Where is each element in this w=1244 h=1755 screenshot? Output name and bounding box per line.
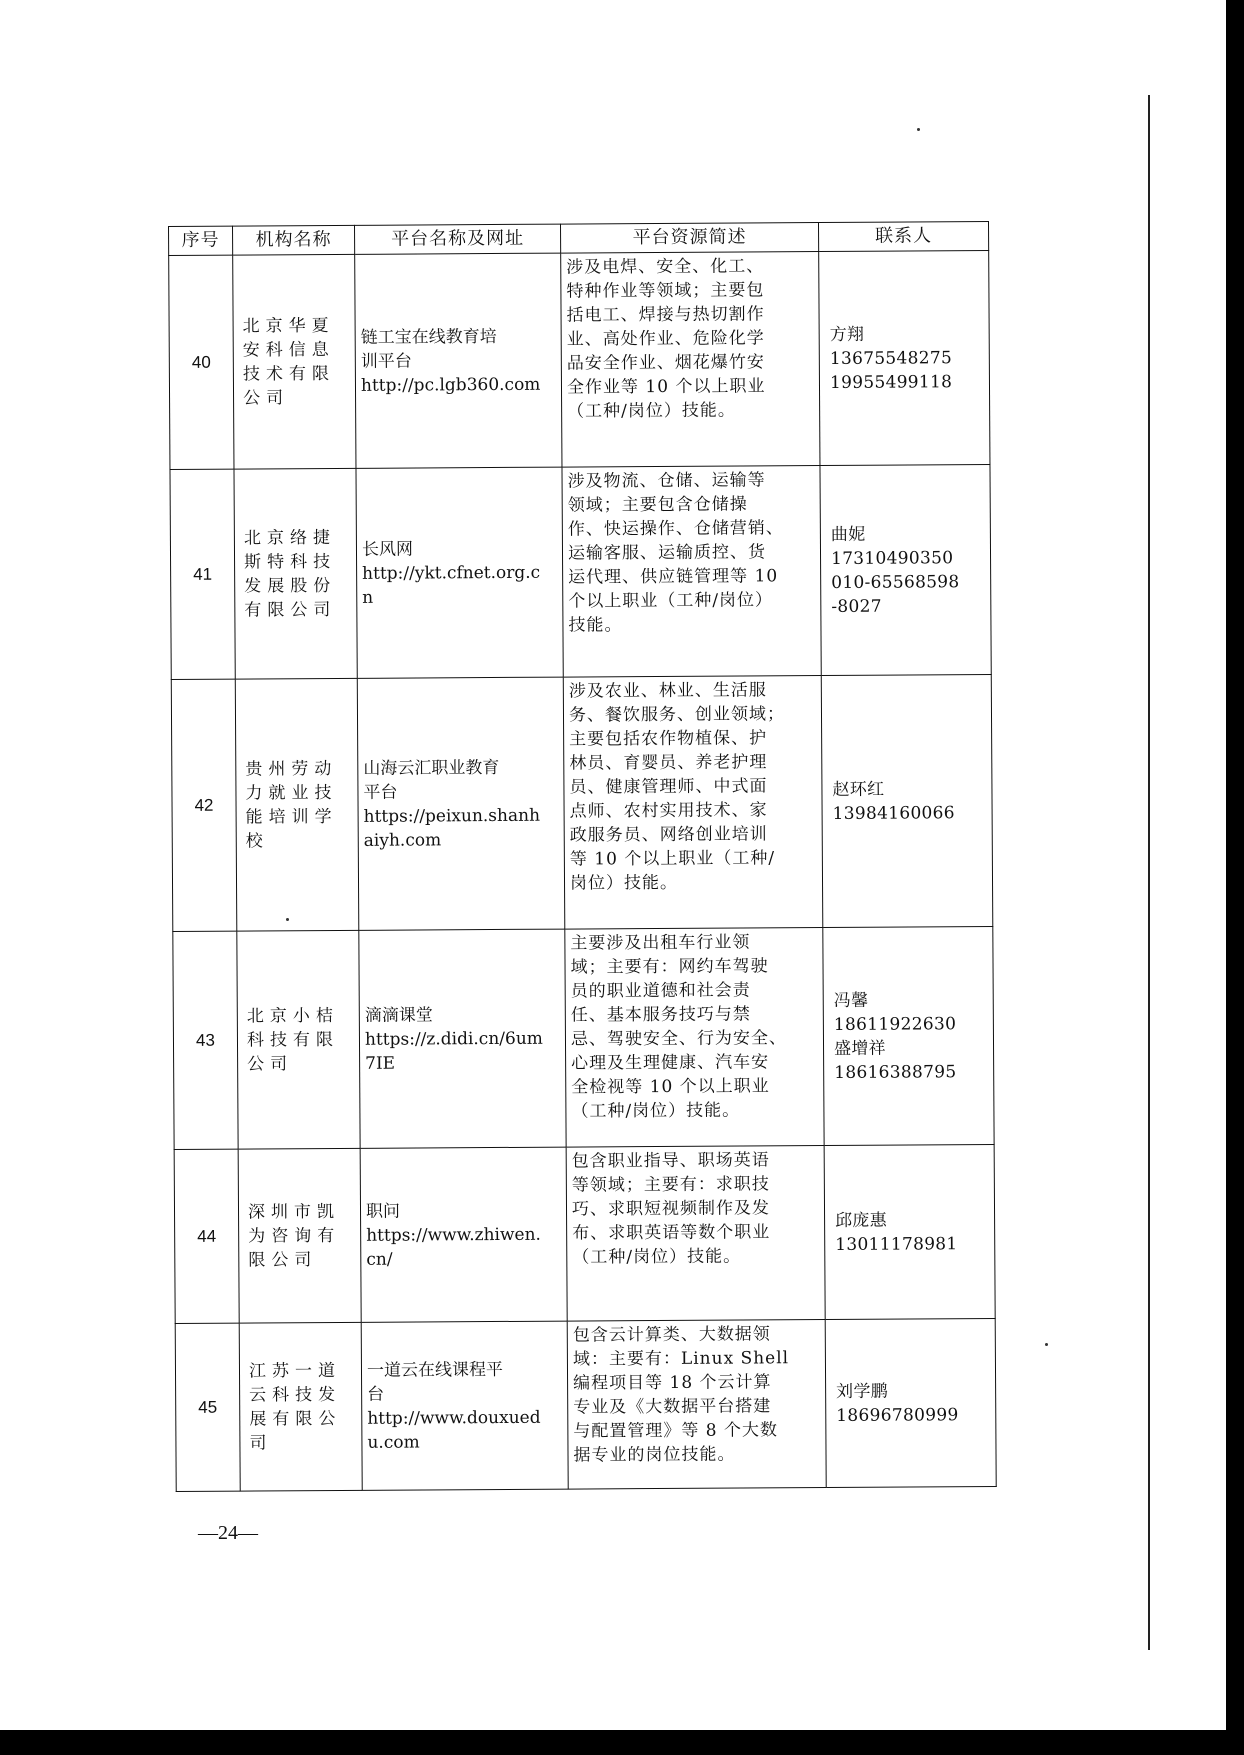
cell-description-line: （工种/岗位）技能。 [571, 1100, 741, 1122]
cell-platform [356, 467, 563, 678]
cell-description-line: 运代理、供应链管理等 10 [568, 566, 779, 588]
cell-description-line: 域；主要有：网约车驾驶 [570, 956, 769, 978]
cell-platform-line: 一道云在线课程平 [366, 1359, 504, 1381]
cell-org-name-line: 科技有限 [246, 1029, 340, 1051]
cell-contact [820, 464, 991, 675]
cell-seq: 42 [171, 679, 237, 931]
cell-org-name-line: 云科技发 [249, 1384, 342, 1406]
cell-contact-line: 19955499118 [829, 371, 953, 393]
cell-platform-line: 训平台 [360, 351, 412, 372]
cell-contact-line: 010-65568598 [831, 571, 960, 593]
table-row [174, 1144, 995, 1323]
cell-platform-line: http://ykt.cfnet.org.c [362, 562, 541, 584]
cell-platform-line: 长风网 [361, 539, 414, 560]
cell-contact [821, 674, 993, 927]
table-row [170, 464, 991, 679]
cell-seq: 44 [174, 1149, 239, 1323]
cell-platform-line: https://z.didi.cn/6um [364, 1028, 543, 1050]
page-number: —24— [198, 1522, 258, 1544]
cell-description-line: 据专业的岗位技能。 [573, 1444, 736, 1466]
cell-platform-line: 平台 [363, 782, 398, 803]
cell-description-line: 员、健康管理师、中式面 [569, 776, 768, 798]
cell-platform-line: aiyh.com [363, 829, 442, 851]
cell-platform-line: 7IE [365, 1053, 396, 1074]
cell-org-name-line: 校 [245, 830, 269, 852]
cell-org-name [233, 254, 356, 469]
cell-description-line: 运输客服、运输质控、货 [567, 542, 767, 564]
cell-description-line: 岗位）技能。 [569, 872, 679, 894]
cell-description-line: 全检视等 10 个以上职业 [571, 1076, 770, 1098]
cell-platform-line: u.com [367, 1431, 420, 1453]
cell-description-line: （工种/岗位）技能。 [567, 400, 736, 422]
cell-description-line: 主要涉及出租车行业领 [570, 932, 751, 954]
scan-speck [917, 128, 920, 131]
cell-org-name-line: 有限公司 [244, 599, 337, 621]
cell-org-name-line: 斯特科技 [243, 551, 337, 573]
cell-description-line: 技能。 [568, 615, 623, 636]
cell-platform [360, 1147, 567, 1322]
cell-description-line: 务、餐饮服务、创业领域； [568, 704, 786, 726]
cell-platform [359, 929, 566, 1148]
cell-description [566, 1146, 825, 1322]
cell-org-name-line: 安科信息 [242, 339, 335, 361]
cell-description-line: 任、基本服务技巧与禁 [570, 1004, 751, 1026]
cell-org-name-line: 北京络捷 [243, 527, 336, 549]
table-row [171, 674, 993, 931]
cell-platform [361, 1321, 568, 1490]
cell-description-line: 心理及生理健康、汽车安 [571, 1052, 770, 1074]
cell-contact-line: 赵环红 [832, 779, 885, 800]
cell-description-line: 括电工、焊接与热切割作 [566, 304, 765, 326]
cell-contact-line: 17310490350 [830, 547, 954, 569]
header-seq: 序号 [169, 226, 233, 255]
cell-description-line: 涉及农业、林业、生活服 [568, 680, 767, 702]
cell-org-name-line: 公司 [247, 1053, 294, 1075]
cell-org-name-line: 展有限公 [249, 1408, 342, 1430]
cell-org-name-line: 深圳市凯 [247, 1201, 341, 1223]
cell-description [562, 466, 821, 678]
cell-description-line: 巧、求职短视频制作及发 [571, 1198, 771, 1220]
cell-description-line: 包含云计算类、大数据领 [572, 1324, 771, 1346]
cell-org-name-line: 北京华夏 [242, 315, 335, 337]
cell-seq: 41 [170, 469, 235, 679]
cell-org-name-line: 司 [249, 1432, 273, 1454]
cell-description-line: 专业及《大数据平台搭建 [573, 1396, 772, 1418]
cell-org-name [234, 468, 357, 679]
cell-contact [825, 1318, 996, 1487]
cell-org-name [239, 1322, 362, 1491]
cell-description-line: 个以上职业（工种/岗位） [568, 590, 774, 612]
cell-description-line: （工种/岗位）技能。 [572, 1246, 742, 1268]
cell-platform-line: 职问 [365, 1201, 401, 1222]
cell-org-name-line: 力就业技 [245, 782, 338, 804]
cell-contact-line: 刘学鹏 [836, 1381, 889, 1402]
cell-contact-line: 盛增祥 [833, 1038, 887, 1059]
cell-contact-line: 冯馨 [833, 990, 869, 1011]
cell-description-line: 与配置管理》等 8 个大数 [573, 1420, 779, 1442]
cell-description-line: 特种作业等领域；主要包 [566, 280, 765, 302]
cell-platform-line: http://pc.lgb360.com [360, 374, 541, 396]
cell-contact-line: 18611922630 [833, 1013, 957, 1035]
cell-description-line: 员的职业道德和社会责 [570, 980, 751, 1002]
cell-contact [819, 250, 990, 465]
cell-contact-line: 曲妮 [830, 524, 866, 545]
cell-description-line: 林员、育婴员、养老护理 [569, 752, 768, 774]
cell-description [563, 676, 823, 930]
cell-org-name-line: 为咨询有 [248, 1225, 341, 1247]
header-contact: 联系人 [818, 221, 988, 251]
cell-description-line: 涉及电焊、安全、化工、 [566, 256, 765, 278]
cell-org-name [238, 1148, 361, 1323]
cell-platform-line: 链工宝在线教育培 [360, 326, 497, 348]
cell-org-name-line: 公司 [242, 387, 290, 409]
cell-contact-line: -8027 [831, 596, 882, 617]
cell-contact-line: 方翔 [829, 324, 865, 345]
scan-edge-right [1226, 0, 1244, 1755]
cell-org-name-line: 技术有限 [242, 363, 335, 385]
cell-description-line: 忌、驾驶安全、行为安全、 [570, 1028, 788, 1050]
cell-org-name [235, 678, 359, 931]
cell-description-line: 业、高处作业、危险化学 [566, 328, 765, 350]
cell-platform-line: 山海云汇职业教育 [363, 757, 500, 779]
cell-org-name-line: 江苏一道 [248, 1360, 342, 1382]
cell-platform [357, 677, 565, 930]
cell-description-line: 域：主要有：Linux Shell [572, 1348, 790, 1370]
cell-description-line: 全作业等 10 个以上职业 [566, 376, 766, 398]
cell-platform-line: n [362, 587, 374, 608]
cell-description-line: 点师、农村实用技术、家 [569, 800, 768, 822]
cell-org-name-line: 贵州劳动 [245, 758, 338, 780]
scan-binding-line [1148, 95, 1150, 1650]
header-org: 机构名称 [233, 225, 355, 255]
cell-contact-line: 13675548275 [829, 347, 953, 369]
cell-seq: 43 [173, 931, 238, 1149]
cell-description-line: 品安全作业、烟花爆竹安 [566, 352, 765, 374]
table-row [173, 926, 994, 1149]
cell-description-line: 领域；主要包含仓储操 [567, 494, 748, 516]
cell-org-name [237, 930, 360, 1149]
cell-contact-line: 13984160066 [832, 802, 955, 824]
cell-platform [355, 253, 562, 468]
cell-description [561, 252, 820, 468]
cell-description-line: 等 10 个以上职业（工种/ [569, 848, 776, 870]
cell-org-name-line: 发展股份 [244, 575, 337, 597]
cell-platform-line: cn/ [366, 1249, 393, 1270]
cell-contact-line: 18616388795 [834, 1061, 957, 1083]
cell-description-line: 政服务员、网络创业培训 [569, 824, 768, 846]
cell-description-line: 主要包括农作物植保、护 [569, 728, 768, 750]
cell-seq: 45 [175, 1323, 240, 1491]
table-row [175, 1318, 996, 1491]
cell-contact [824, 1144, 995, 1319]
cell-platform-line: https://peixun.shanh [363, 805, 541, 827]
cell-description [567, 1320, 826, 1490]
cell-description-line: 作、快运操作、仓储营销、 [567, 518, 784, 540]
cell-description-line: 编程项目等 18 个云计算 [573, 1372, 772, 1394]
platform-table [168, 221, 997, 1492]
cell-org-name-line: 北京小桔 [246, 1005, 339, 1027]
cell-contact [823, 926, 994, 1145]
cell-org-name-line: 限公司 [248, 1249, 318, 1271]
cell-description-line: 涉及物流、仓储、运输等 [567, 470, 766, 492]
header-platform: 平台名称及网址 [354, 224, 560, 254]
cell-platform-line: https://www.zhiwen. [366, 1224, 541, 1246]
cell-platform-line: 台 [367, 1384, 385, 1405]
cell-description-line: 包含职业指导、职场英语 [571, 1150, 770, 1172]
cell-contact-line: 18696780999 [836, 1404, 959, 1426]
scan-edge-bottom [0, 1730, 1244, 1755]
cell-platform-line: 滴滴课堂 [364, 1004, 433, 1026]
cell-org-name-line: 能培训学 [245, 806, 338, 828]
cell-description-line: 等领域；主要有：求职技 [571, 1174, 770, 1196]
cell-description [565, 928, 824, 1148]
table-row [169, 250, 990, 469]
scan-speck [1045, 1343, 1048, 1346]
cell-seq: 40 [169, 255, 234, 469]
cell-contact-line: 邱庞惠 [835, 1210, 888, 1231]
cell-platform-line: http://www.douxued [367, 1407, 541, 1429]
header-desc: 平台资源简述 [560, 223, 818, 254]
cell-contact-line: 13011178981 [835, 1233, 958, 1255]
cell-description-line: 布、求职英语等数个职业 [572, 1222, 771, 1244]
platform-table-container [168, 226, 988, 1492]
